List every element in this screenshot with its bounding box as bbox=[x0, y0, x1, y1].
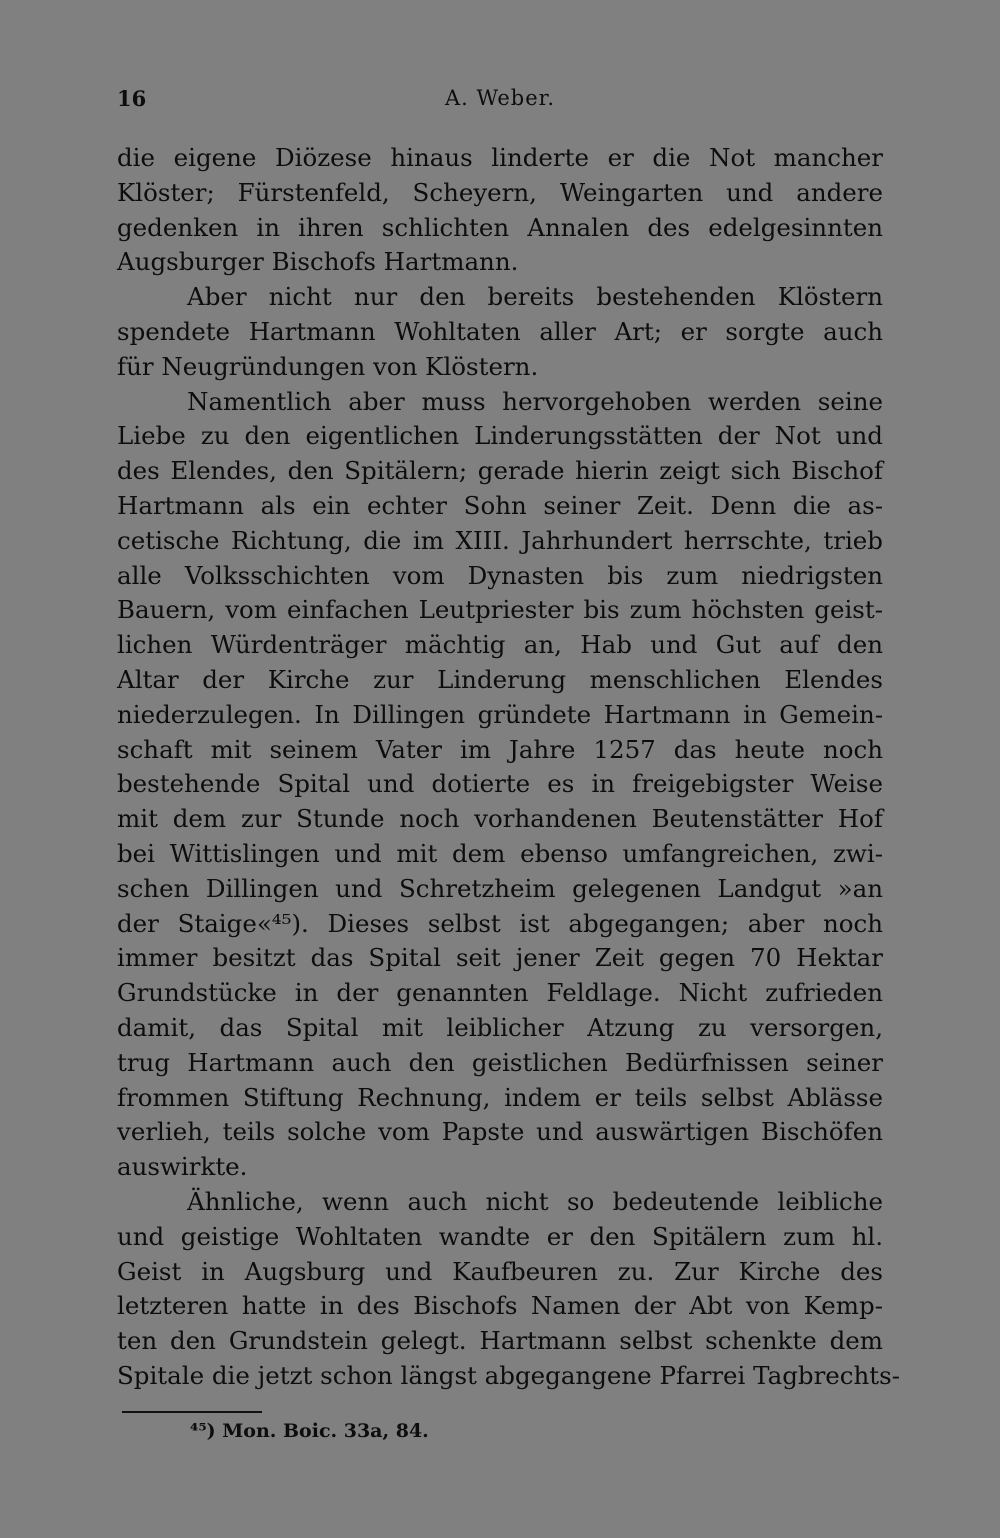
text-line: Aber nicht nur den bereits bestehenden Klöstern bbox=[187, 282, 883, 312]
text-line: cetische Richtung, die im XIII. Jahrhundert herrschte, trieb bbox=[117, 525, 883, 555]
text-line: ten den Grundstein gelegt. Hartmann selbst schenkte dem bbox=[117, 1326, 883, 1356]
text-line: und geistige Wohltaten wandte er den Spitälern zum hl. bbox=[117, 1221, 883, 1251]
text-line: bei Wittislingen und mit dem ebenso umfangreichen, zwi- bbox=[117, 838, 883, 868]
text-line: Liebe zu den eigentlichen Linderungsstätten der Not und bbox=[117, 421, 883, 451]
text-line: damit, das Spital mit leiblicher Atzung zu versorgen, bbox=[117, 1012, 883, 1042]
text-line: lichen Würdenträger mächtig an, Hab und Gut auf den bbox=[117, 630, 883, 660]
text-line: verlieh, teils solche vom Papste und auswärtigen Bischöfen bbox=[117, 1117, 883, 1147]
footnote-divider bbox=[122, 1411, 262, 1413]
text-line: frommen Stiftung Rechnung, indem er teils selbst Ablässe bbox=[117, 1082, 883, 1112]
text-line: Spitale die jetzt schon längst abgegangene Pfarrei Tagbrechts- bbox=[117, 1360, 900, 1390]
text-line: Grundstücke in der genannten Feldlage. Nicht zufrieden bbox=[117, 978, 883, 1008]
text-line: Namentlich aber muss hervorgehoben werden seine bbox=[187, 386, 883, 416]
text-line: der Staige«⁴⁵). Dieses selbst ist abgegangen; aber noch bbox=[117, 908, 883, 938]
text-line: schaft mit seinem Vater im Jahre 1257 das heute noch bbox=[117, 734, 883, 764]
text-line: Bauern, vom einfachen Leutpriester bis zum höchsten geist- bbox=[117, 595, 883, 625]
text-line: Hartmann als ein echter Sohn seiner Zeit. Denn die as- bbox=[117, 490, 883, 520]
text-line: niederzulegen. In Dillingen gründete Hartmann in Gemein- bbox=[117, 699, 883, 729]
text-line: gedenken in ihren schlichten Annalen des edelgesinnten bbox=[117, 212, 883, 242]
text-line: Geist in Augsburg und Kaufbeuren zu. Zur Kirche des bbox=[117, 1256, 883, 1286]
page-number: 16 bbox=[117, 86, 147, 111]
page-header bbox=[117, 86, 883, 116]
text-line: Altar der Kirche zur Linderung menschlichen Elendes bbox=[117, 664, 883, 694]
text-line: auswirkte. bbox=[117, 1152, 248, 1182]
text-line: letzteren hatte in des Bischofs Namen der Abt von Kemp- bbox=[117, 1291, 883, 1321]
text-line: immer besitzt das Spital seit jener Zeit gegen 70 Hektar bbox=[117, 943, 883, 973]
running-head: A. Weber. bbox=[444, 86, 556, 110]
text-line: spendete Hartmann Wohltaten aller Art; er sorgte auch bbox=[117, 316, 883, 346]
text-line: Klöster; Fürstenfeld, Scheyern, Weingarten und andere bbox=[117, 177, 883, 207]
text-line: alle Volksschichten vom Dynasten bis zum niedrigsten bbox=[117, 560, 883, 590]
text-line: schen Dillingen und Schretzheim gelegenen Landgut »an bbox=[117, 873, 883, 903]
body-text bbox=[117, 141, 900, 1394]
footnote: ⁴⁵) Mon. Boic. 33a, 84. bbox=[190, 1420, 429, 1442]
text-line: mit dem zur Stunde noch vorhandenen Beutenstätter Hof bbox=[117, 804, 883, 834]
text-line: für Neugründungen von Klöstern. bbox=[117, 351, 539, 381]
text-line: des Elendes, den Spitälern; gerade hierin zeigt sich Bischof bbox=[117, 456, 883, 486]
text-line: trug Hartmann auch den geistlichen Bedürfnissen seiner bbox=[117, 1047, 883, 1077]
text-line: Ähnliche, wenn auch nicht so bedeutende leibliche bbox=[187, 1186, 883, 1216]
text-line: bestehende Spital und dotierte es in freigebigster Weise bbox=[117, 769, 883, 799]
text-line: die eigene Diözese hinaus linderte er die Not mancher bbox=[117, 143, 883, 172]
text-line: Augsburger Bischofs Hartmann. bbox=[117, 247, 519, 277]
